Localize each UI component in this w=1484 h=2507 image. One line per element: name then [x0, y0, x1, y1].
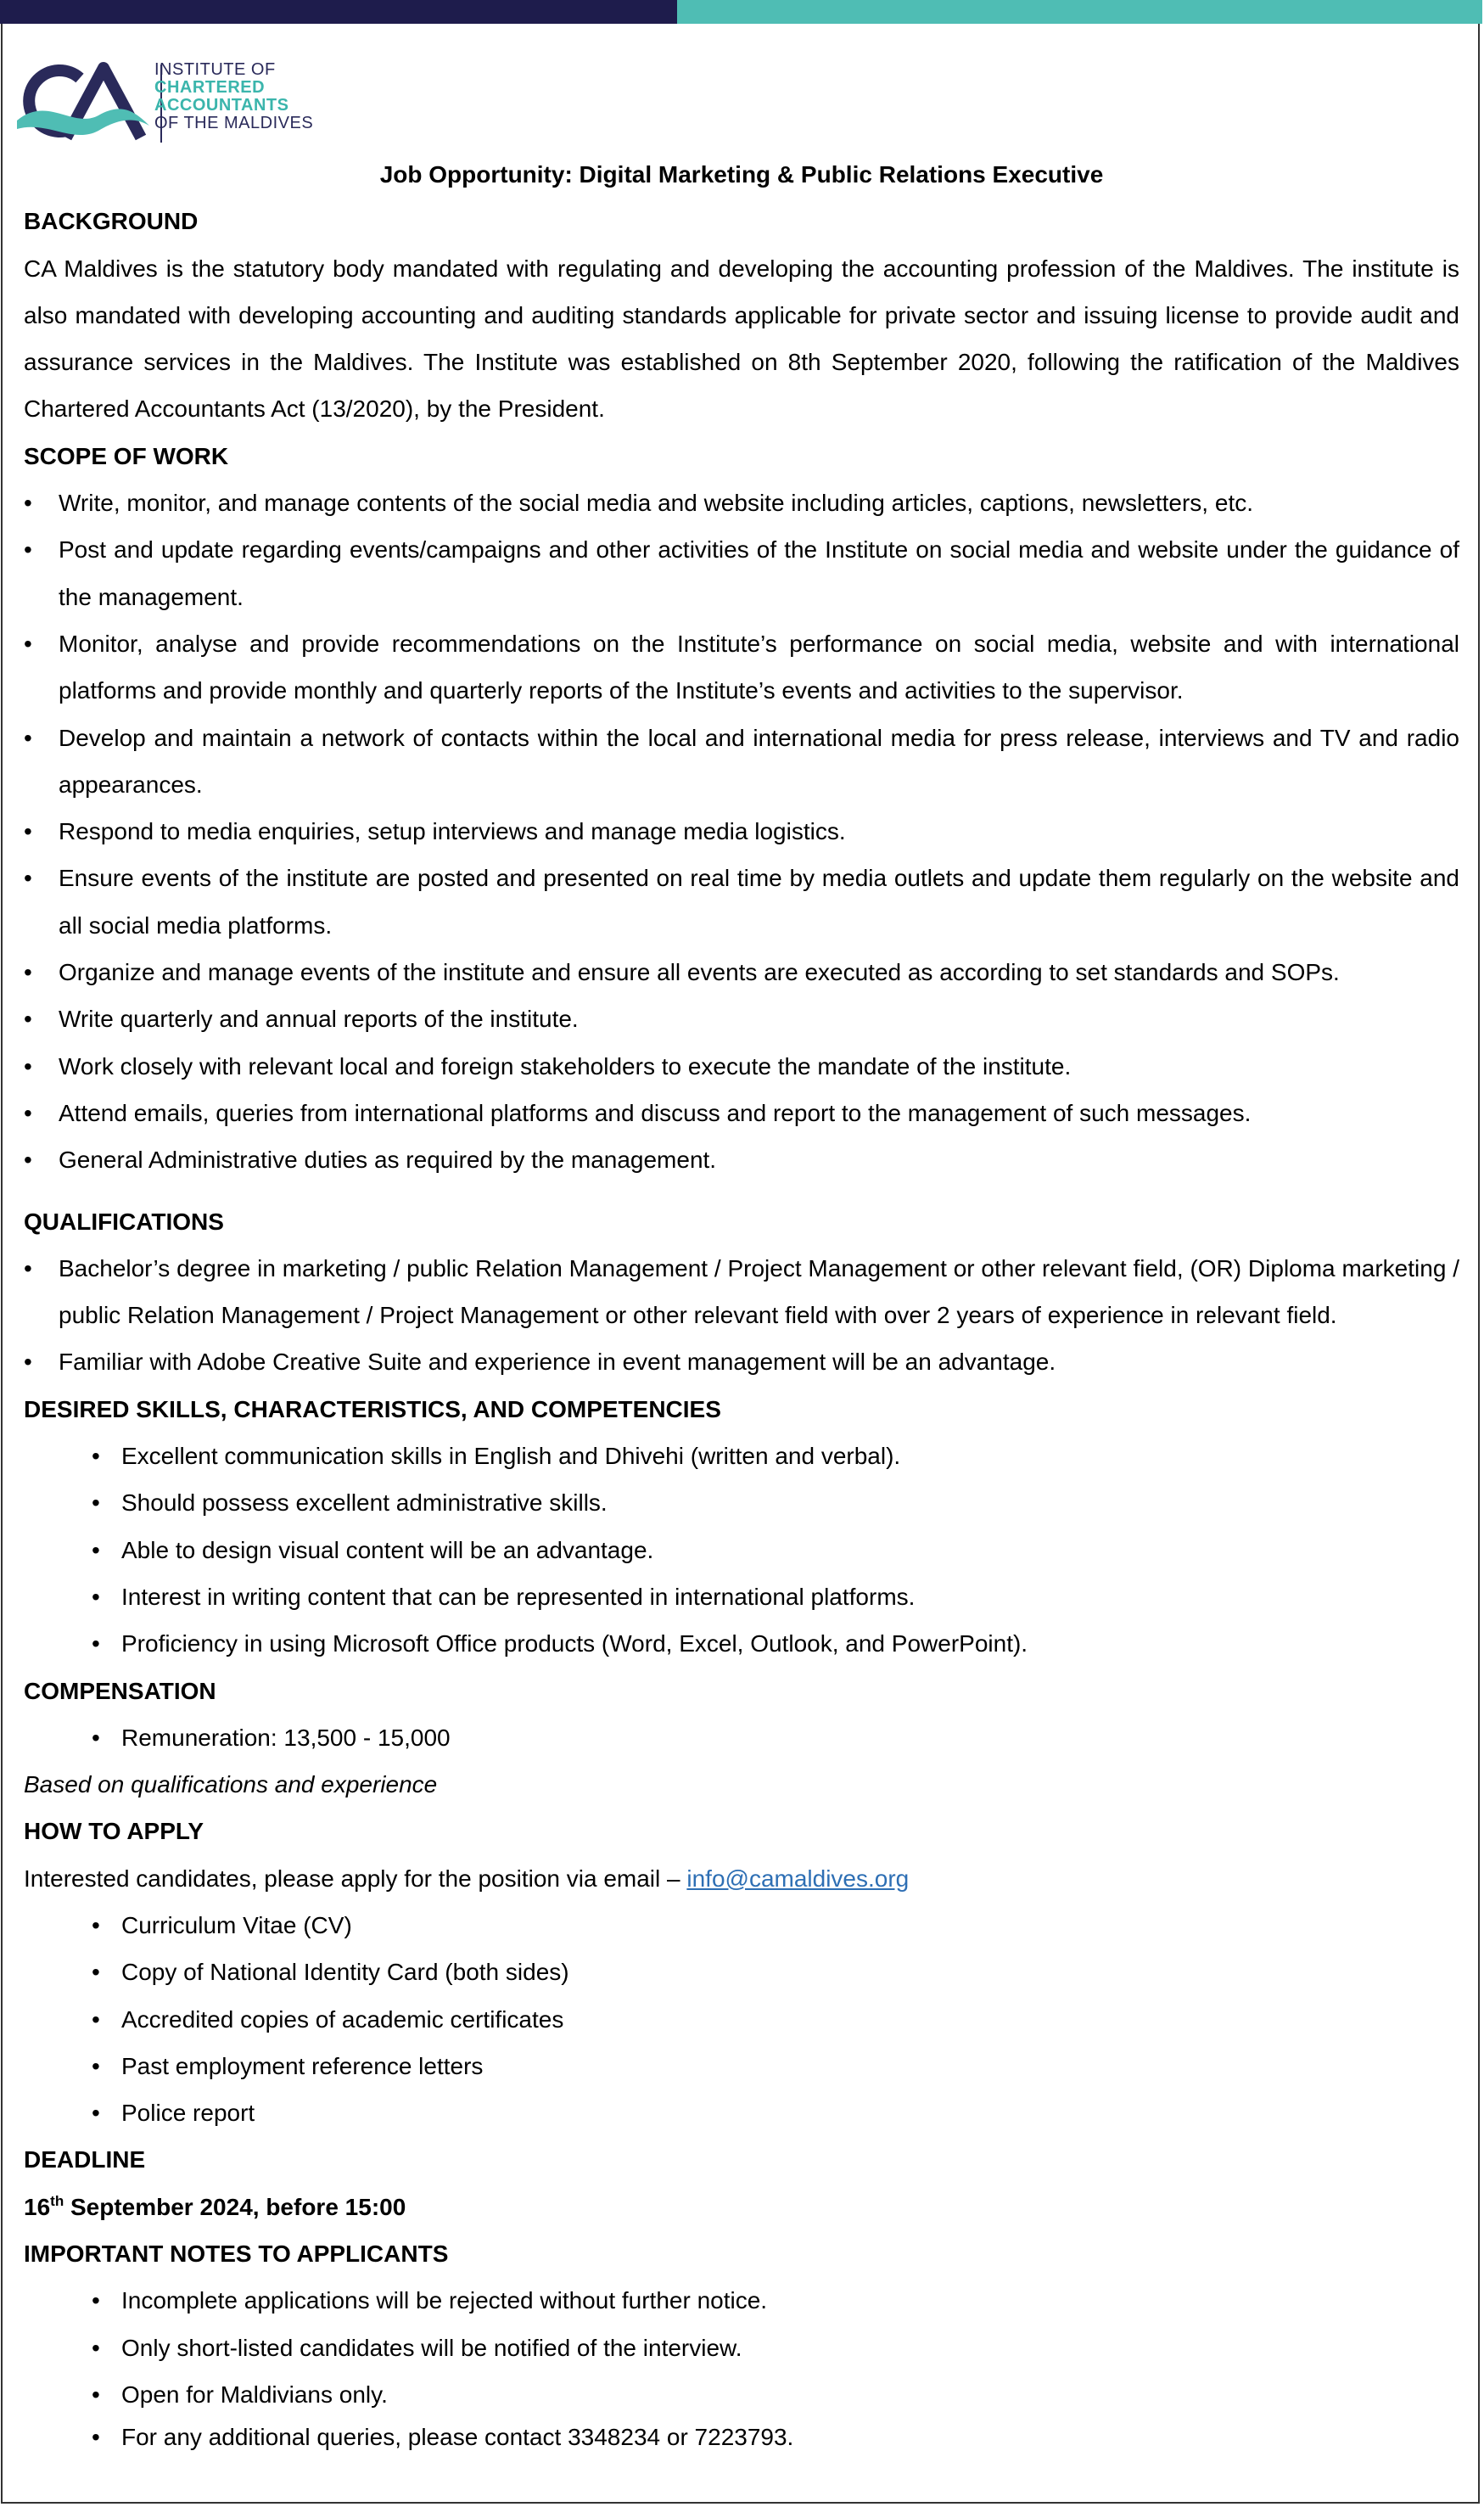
header-bar-navy [0, 0, 677, 24]
list-item: • Proficiency in using Microsoft Office products (Word, Excel, Outlook, and PowerPoint). [24, 1620, 1459, 1667]
list-item: • Organize and manage events of the institute and ensure all events are executed as according to set standards and SOPs. [24, 949, 1459, 996]
logo-line-1: INSTITUTE OF [154, 60, 276, 79]
background-heading: BACKGROUND [24, 208, 199, 235]
apply-list [24, 1902, 1459, 2136]
deadline-suffix: th [50, 2192, 64, 2209]
list-item: • Curriculum Vitae (CV) [24, 1902, 1459, 1949]
document-body [24, 151, 1459, 2457]
list-item: • Copy of National Identity Card (both sides) [24, 1949, 1459, 1995]
list-item: • Develop and maintain a network of contacts within the local and international media for press release, interviews and TV and radio appearances. [24, 715, 1459, 809]
notes-heading: IMPORTANT NOTES TO APPLICANTS [24, 2241, 449, 2268]
list-item: • Accredited copies of academic certificates [24, 1996, 1459, 2043]
list-item: • Police report [24, 2089, 1459, 2136]
deadline-rest: September 2024, before 15:00 [64, 2193, 406, 2220]
scope-heading: SCOPE OF WORK [24, 442, 229, 469]
apply-heading: HOW TO APPLY [24, 1818, 204, 1845]
list-item: • Only short-listed candidates will be notified of the interview. [24, 2325, 1459, 2371]
list-item: • Excellent communication skills in English and Dhivehi (written and verbal). [24, 1433, 1459, 1479]
apply-intro [24, 1855, 1459, 1902]
list-item: • Familiar with Adobe Creative Suite and experience in event management will be an advantage. [24, 1338, 1459, 1385]
logo-line-4: OF THE MALDIVES [154, 114, 314, 132]
list-item: • Attend emails, queries from international platforms and discuss and report to the management of such messages. [24, 1090, 1459, 1136]
list-item: • Incomplete applications will be rejected without further notice. [24, 2277, 1459, 2324]
list-item: • Write quarterly and annual reports of the institute. [24, 996, 1459, 1042]
list-item: • Post and update regarding events/campaigns and other activities of the Institute on social media and website under the guidance of the management. [24, 526, 1459, 620]
list-item: • Open for Maldivians only. [24, 2371, 1459, 2418]
list-item: • General Administrative duties as required by the management. [24, 1136, 1459, 1183]
list-item: • Remuneration: 13,500 - 15,000 [24, 1714, 1459, 1761]
qualifications-list [24, 1245, 1459, 1386]
scope-list [24, 480, 1459, 1183]
skills-heading: DESIRED SKILLS, CHARACTERISTICS, AND COMPETENCIES [24, 1395, 721, 1422]
list-item: • Ensure events of the institute are posted and presented on real time by media outlets and update them regularly on the website and all social media platforms. [24, 855, 1459, 949]
page-title: Job Opportunity: Digital Marketing & Public Relations Executive [379, 161, 1104, 188]
background-text: CA Maldives is the statutory body mandated with regulating and developing the accounting profession of the Maldives. The institute is also mandated with developing accounting and auditing standards applicable for private sector and issuing license to provide audit and assurance services in the Maldives. The Institute was established on 8th September 2020, following the ratification of the Maldives Chartered Accountants Act (13/2020), by the President. [24, 255, 1459, 423]
qualifications-heading: QUALIFICATIONS [24, 1208, 224, 1235]
apply-intro-text: Interested candidates, please apply for the position via email – [24, 1865, 687, 1892]
logo-wordmark [154, 61, 313, 132]
deadline-heading: DEADLINE [24, 2146, 146, 2173]
list-item: • Past employment reference letters [24, 2043, 1459, 2089]
list-item: • Write, monitor, and manage contents of the social media and website including articles, captions, newsletters, etc. [24, 480, 1459, 526]
logo-line-3: ACCOUNTANTS [154, 96, 289, 115]
header-bar-teal [677, 0, 1482, 24]
list-item: • Able to design visual content will be an advantage. [24, 1527, 1459, 1573]
list-item: • For any additional queries, please contact 3348234 or 7223793. [24, 2418, 1459, 2457]
list-item: • Monitor, analyse and provide recommendations on the Institute’s performance on social media, website and with international platforms and provide monthly and quarterly reports of the Institute’s events and activities to the supervisor. [24, 620, 1459, 715]
email-link[interactable]: info@camaldives.org [686, 1865, 910, 1892]
compensation-heading: COMPENSATION [24, 1677, 216, 1704]
skills-list [24, 1433, 1459, 1667]
deadline-day: 16 [24, 2193, 51, 2220]
logo-line-2: CHARTERED [154, 78, 266, 97]
compensation-note: Based on qualifications and experience [24, 1771, 438, 1798]
list-item: • Should possess excellent administrative skills. [24, 1479, 1459, 1526]
list-item: • Work closely with relevant local and foreign stakeholders to execute the mandate of the institute. [24, 1043, 1459, 1090]
list-item: • Respond to media enquiries, setup interviews and manage media logistics. [24, 808, 1459, 855]
compensation-list [24, 1714, 1459, 1761]
logo-monogram: CA [14, 50, 33, 64]
deadline-date [24, 2184, 1459, 2230]
notes-list [24, 2277, 1459, 2457]
list-item: • Bachelor’s degree in marketing / public Relation Management / Project Management or other relevant field, (OR) Diploma marketing / public Relation Management / Project Management or other relevant field with over 2 years of experience in relevant field. [24, 1245, 1459, 1339]
list-item: • Interest in writing content that can be represented in international platforms. [24, 1573, 1459, 1620]
